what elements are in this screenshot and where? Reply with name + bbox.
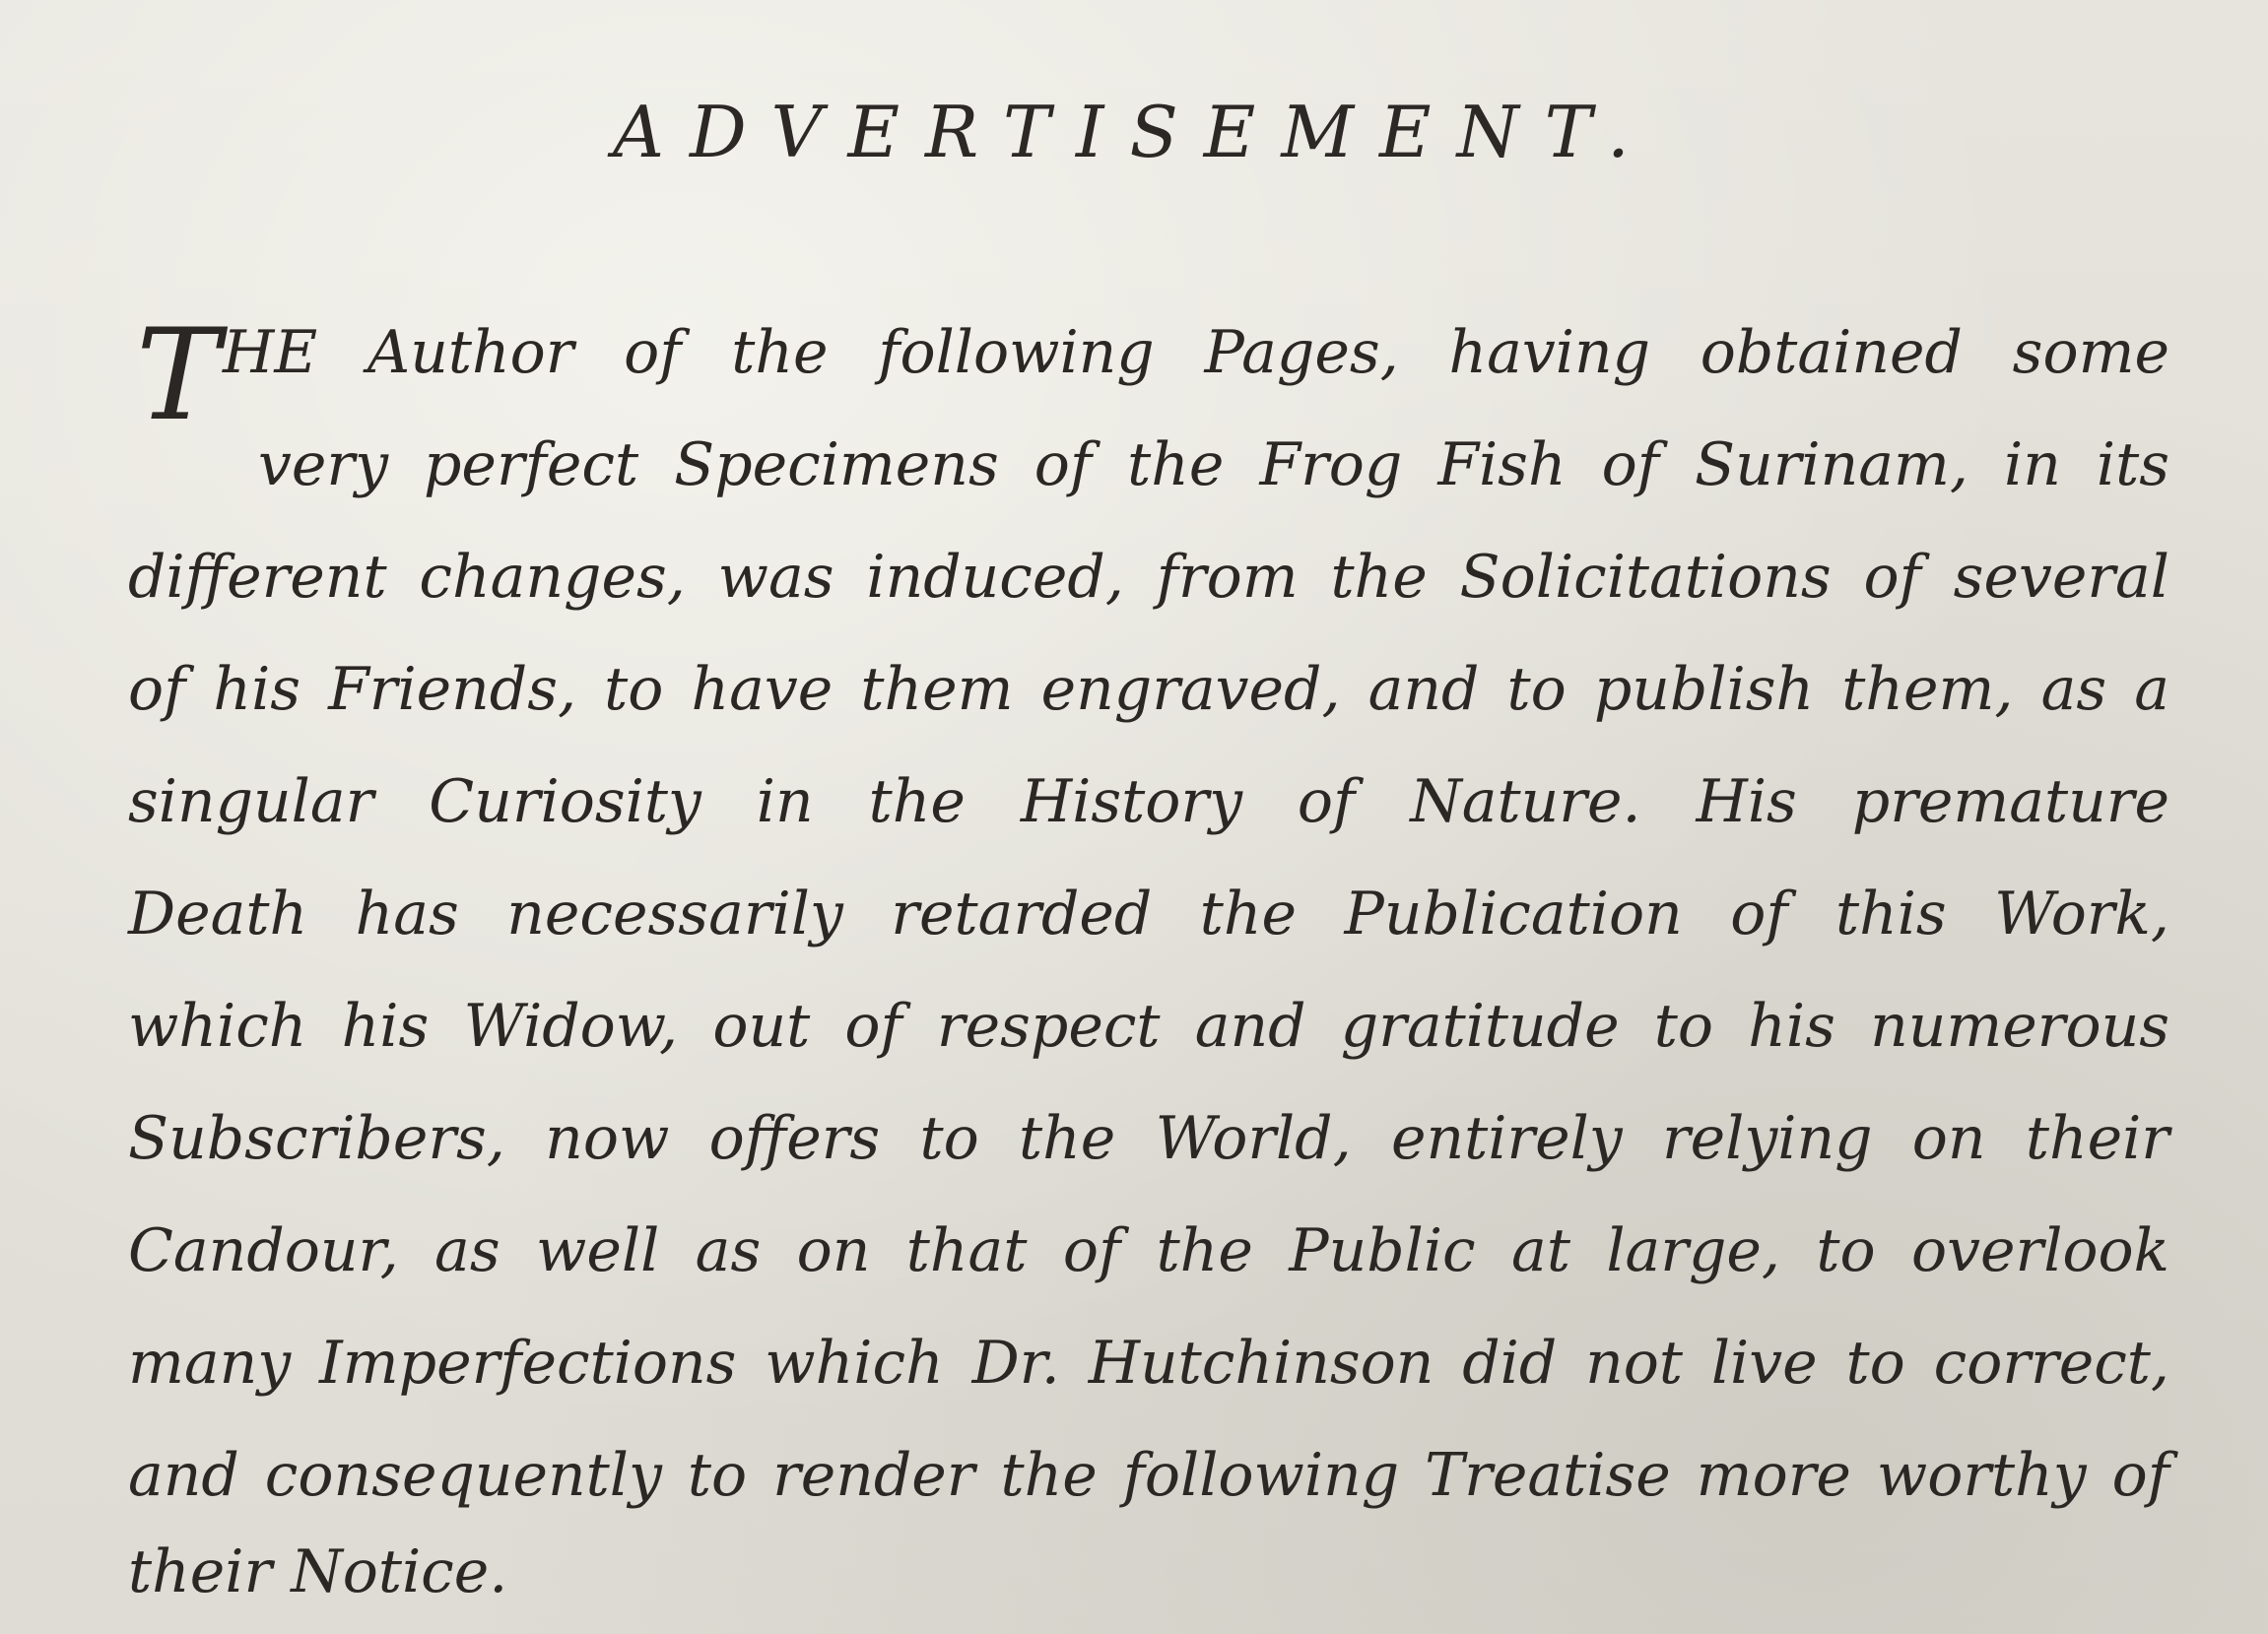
- text-line-3: different changes, was induced, from the Solicitations of several: [128, 543, 2169, 612]
- text-line-1: HE Author of the following Pages, having obtained some: [223, 318, 2169, 387]
- text-line-8: Subscribers, now offers to the World, entirely relying on their: [128, 1104, 2169, 1173]
- text-line-12: their Notice.: [128, 1537, 508, 1606]
- text-line-10: many Imperfections which Dr. Hutchinson did not live to correct,: [128, 1329, 2169, 1398]
- text-line-4: of his Friends, to have them engraved, and to publish them, as a: [128, 655, 2169, 724]
- text-line-2: very perfect Specimens of the Frog Fish of Surinam, in its: [258, 430, 2169, 499]
- page-heading: ADVERTISEMENT.: [613, 91, 1655, 173]
- text-line-6: Death has necessarily retarded the Publication of this Work,: [128, 880, 2169, 948]
- drop-cap: T: [136, 302, 221, 449]
- text-line-5: singular Curiosity in the History of Nature. His premature: [128, 767, 2169, 836]
- text-line-7: which his Widow, out of respect and gratitude to his numerous: [128, 992, 2169, 1061]
- text-line-11: and consequently to render the following Treatise more worthy of: [128, 1441, 2169, 1510]
- text-line-9: Candour, as well as on that of the Public at large, to overlook: [128, 1216, 2169, 1285]
